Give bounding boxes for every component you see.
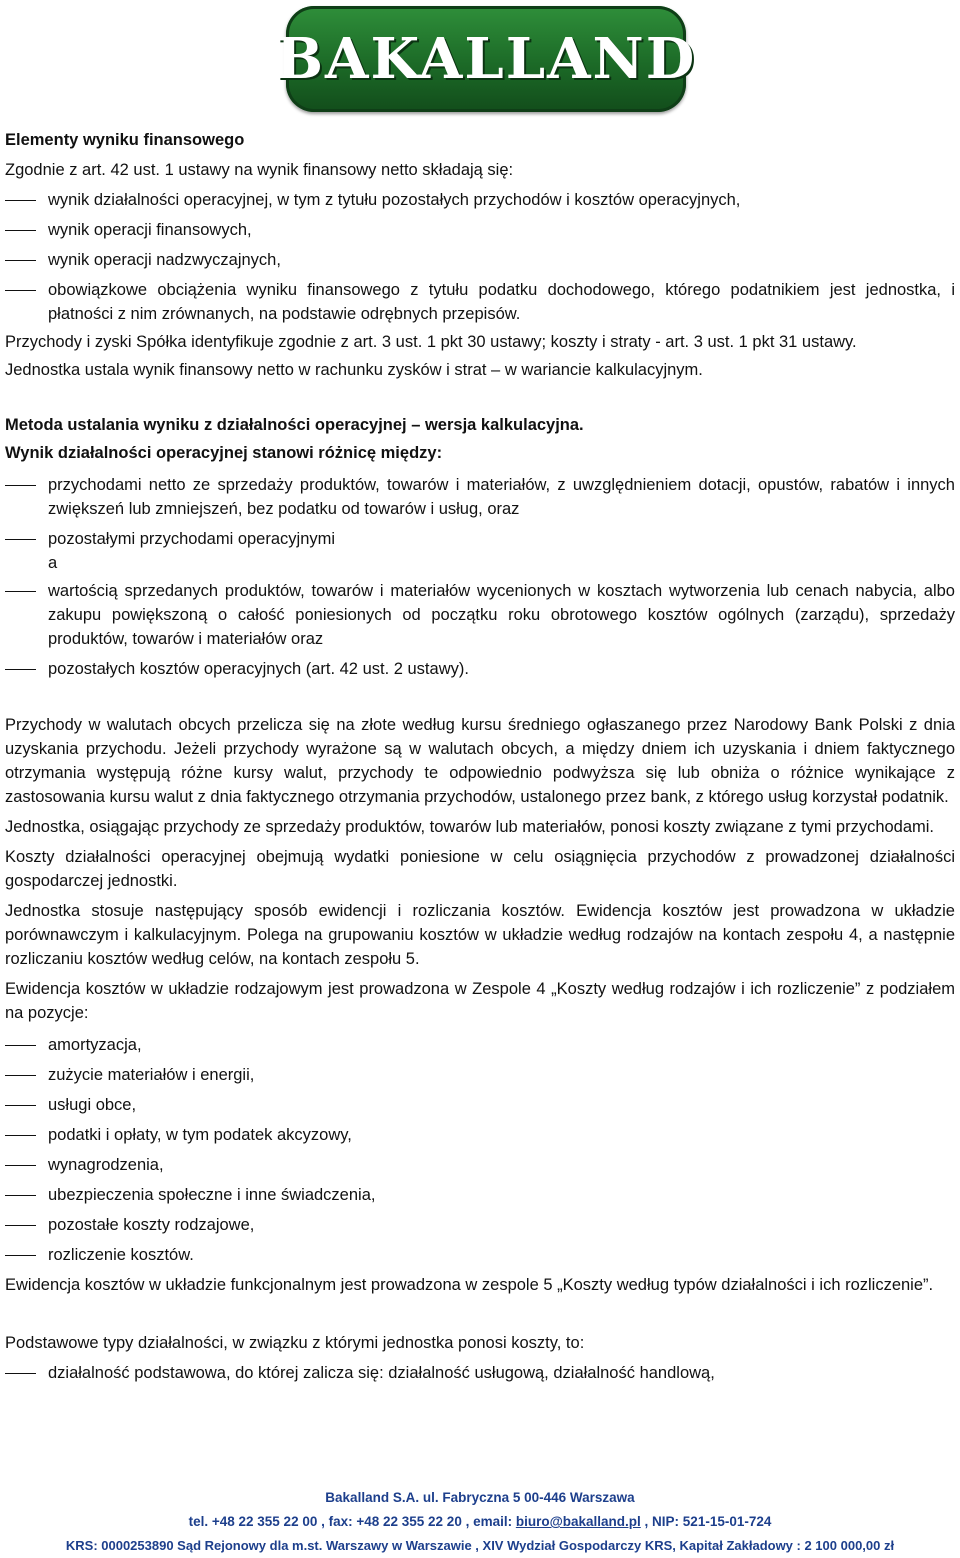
registry-info: KRS: 0000253890 Sąd Rejonowy dla m.st. Warszawy w Warszawie , XIV Wydział Gospodarczy KRS, Kapitał Zakładowy : 2 100 000,00 zł: [65, 1538, 895, 1553]
paragraph: Jednostka ustala wynik finansowy netto w rachunku zysków i strat – w wariancie kalkulacyjnym.: [5, 361, 703, 379]
list-item: wynagrodzenia,: [5, 1153, 955, 1177]
list-item: pozostałe koszty rodzajowe,: [5, 1213, 955, 1237]
paragraph: Ewidencja kosztów w układzie rodzajowym jest prowadzona w Zespole 4 „Koszty według rodzajów i ich rozliczenie” z podziałem na pozycje:: [5, 980, 955, 1022]
logo-text: BAKALLAND: [275, 26, 697, 92]
list-item: działalność podstawowa, do której zalicza się: działalność usługową, działalność handlową,: [5, 1361, 955, 1385]
paragraph: Podstawowe typy działalności, w związku z którymi jednostka ponosi koszty, to:: [5, 1334, 585, 1352]
list-item: wynik operacji finansowych,: [5, 218, 955, 242]
paragraph: Przychody w walutach obcych przelicza się na złote według kursu średniego ogłaszanego przez Narodowy Bank Polski z dnia uzyskania przychodu. Jeżeli przychody wyrażone są w walutach obcych, a między dniem ich uzyskania i dniem faktycznego otrzymania występują różne kursy walut, przychody te odpowiednio podwyższa się lub obniża o różnice wynikające z zastosowania kursu walut z dnia faktycznego otrzymania przychodów, ustalonego przez bank, z którego usług korzystał podatnik.: [5, 716, 955, 806]
list-item: rozliczenie kosztów.: [5, 1243, 955, 1267]
list-item: wynik działalności operacyjnej, w tym z tytułu pozostałych przychodów i kosztów operacyjnych,: [5, 188, 955, 212]
list-item: wartością sprzedanych produktów, towarów i materiałów wycenionych w kosztach wytworzenia lub cenach nabycia, albo zakupu powiększoną o całość poniesionych od początku roku obrotowego kosztów ogólnych (zarządu), sprzedaży produktów, towarów i materiałów oraz: [5, 579, 955, 651]
list-item: pozostałymi przychodami operacyjnymi: [5, 527, 955, 551]
email-link[interactable]: biuro@bakalland.pl: [515, 1514, 641, 1529]
section-title: Elementy wyniku finansowego: [5, 131, 245, 149]
paragraph: Przychody i zyski Spółka identyfikuje zgodnie z art. 3 ust. 1 pkt 30 ustawy; koszty i straty - art. 3 ust. 1 pkt 31 ustawy.: [5, 333, 857, 351]
list-item: wynik operacji nadzwyczajnych,: [5, 248, 955, 272]
section-title: Metoda ustalania wyniku z działalności operacyjnej – wersja kalkulacyjna.: [5, 416, 584, 434]
section-subtitle: Wynik działalności operacyjnej stanowi różnicę między:: [5, 444, 443, 462]
bakalland-logo: [275, 6, 697, 112]
list-item: pozostałych kosztów operacyjnych (art. 42 ust. 2 ustawy).: [5, 657, 955, 681]
paragraph: Koszty działalności operacyjnej obejmują wydatki poniesione w celu osiągnięcia przychodów z prowadzonej działalności gospodarczej jednostki.: [5, 848, 955, 890]
list-item: zużycie materiałów i energii,: [5, 1063, 955, 1087]
list-item: usługi obce,: [5, 1093, 955, 1117]
list-item: amortyzacja,: [5, 1033, 955, 1057]
footer-registry: [0, 1538, 960, 1553]
list-item: przychodami netto ze sprzedaży produktów, towarów i materiałów, z uwzględnieniem dotacji, opustów, rabatów i innych zwiększeń lub zmniejszeń, bez podatku od towarów i usług, oraz: [5, 473, 955, 521]
company-address: Bakalland S.A. ul. Fabryczna 5 00-446 Warszawa: [325, 1490, 635, 1505]
list-item: podatki i opłaty, w tym podatek akcyzowy,: [5, 1123, 955, 1147]
document-body: [5, 128, 955, 1385]
list-item: obowiązkowe obciążenia wyniku finansowego z tytułu podatku dochodowego, którego podatnikiem jest jednostka, i płatności z nim zrównanych, na podstawie odrębnych przepisów.: [5, 278, 955, 326]
paragraph: Zgodnie z art. 42 ust. 1 ustawy na wynik finansowy netto składają się:: [5, 161, 514, 179]
contact-phone-fax: tel. +48 22 355 22 00 , fax: +48 22 355 22 20 , email:: [188, 1514, 516, 1529]
nip-text: , NIP: 521-15-01-724: [640, 1514, 772, 1529]
paragraph: Jednostka stosuje następujący sposób ewidencji i rozliczania kosztów. Ewidencja kosztów jest prowadzona w układzie porównawczym i kalkulacyjnym. Polega na grupowaniu kosztów w układzie według rodzajów na kontach zespołu 4, a następnie rozliczaniu kosztów według celów, na kontach zespołu 5.: [5, 902, 955, 968]
footer-address: [0, 1490, 960, 1505]
footer-contact: [0, 1514, 960, 1529]
connector-text: a: [48, 554, 58, 572]
paragraph: Ewidencja kosztów w układzie funkcjonalnym jest prowadzona w zespole 5 „Koszty według typów działalności i ich rozliczenie”.: [5, 1276, 934, 1294]
paragraph: Jednostka, osiągając przychody ze sprzedaży produktów, towarów lub materiałów, ponosi koszty związane z tymi przychodami.: [5, 818, 935, 836]
list-item: ubezpieczenia społeczne i inne świadczenia,: [5, 1183, 955, 1207]
